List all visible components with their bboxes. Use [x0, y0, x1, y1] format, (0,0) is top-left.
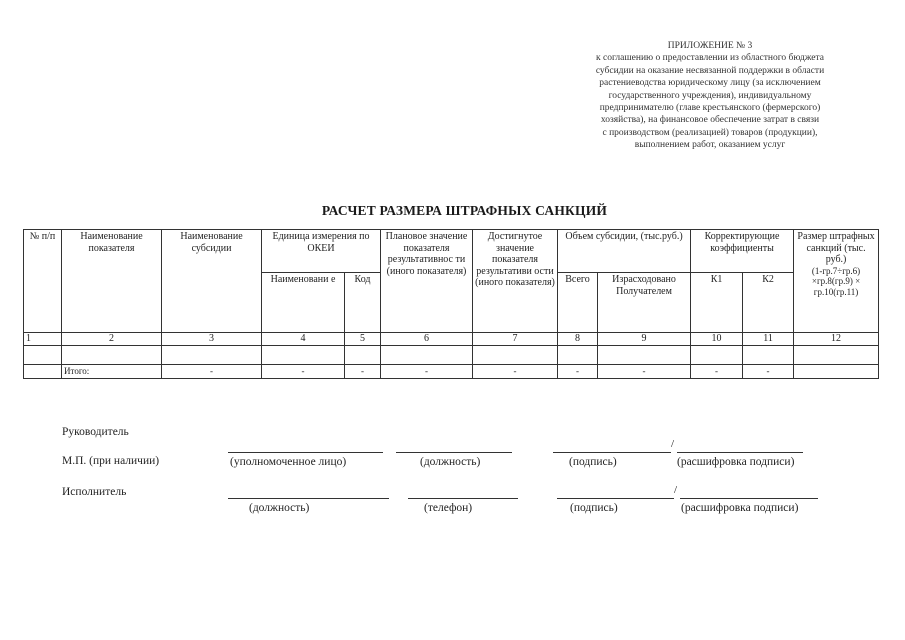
- header-unit-code: Код: [345, 273, 381, 333]
- table-cell: [381, 346, 473, 365]
- column-number: 7: [473, 333, 558, 346]
- header-penalty-formula: (1-гр.7÷гр.6) ×гр.8(гр.9) × гр.10(гр.11): [811, 265, 861, 297]
- appendix-line: растениеводства юридическому лицу (за исключением: [599, 78, 821, 89]
- header-planned: Плановое значение показателя результативнос ти (иного показателя): [381, 230, 473, 333]
- table-cell: [598, 346, 691, 365]
- stamp-label: М.П. (при наличии): [62, 455, 160, 467]
- column-number: 1: [24, 333, 62, 346]
- table-cell: [162, 346, 262, 365]
- column-number: 8: [558, 333, 598, 346]
- column-number: 2: [62, 333, 162, 346]
- total-cell: -: [262, 365, 345, 379]
- slash-separator: /: [674, 484, 678, 496]
- signature-line: [557, 498, 674, 499]
- column-number: 11: [743, 333, 794, 346]
- table-cell: [558, 346, 598, 365]
- header-k2: К2: [743, 273, 794, 333]
- header-k1: К1: [691, 273, 743, 333]
- executor-label: Исполнитель: [62, 486, 127, 498]
- header-unit-group: Единица измерения по ОКЕИ: [262, 230, 381, 273]
- header-volume-group: Объем субсидии, (тыс.руб.): [558, 230, 691, 273]
- column-number: 4: [262, 333, 345, 346]
- header-row-1: [24, 230, 879, 273]
- header-penalty-title: Размер штрафных санкций (тыс. руб.): [797, 231, 875, 265]
- caption-signature: (подпись): [570, 502, 618, 514]
- column-number: 9: [598, 333, 691, 346]
- header-subsidy-name: Наименование субсидии: [162, 230, 262, 333]
- header-num: № п/п: [24, 230, 62, 333]
- table-cell: [794, 346, 879, 365]
- caption-signature: (подпись): [569, 456, 617, 468]
- table-cell: [473, 346, 558, 365]
- appendix-line: хозяйства), на финансовое обеспечение затрат в связи: [600, 115, 820, 126]
- header-volume-spent: Израсходовано Получателем: [598, 273, 691, 333]
- appendix-line: государственного учреждения), индивидуальному: [608, 90, 812, 101]
- column-number-row: [24, 333, 879, 346]
- header-unit-name: Наименовани е: [262, 273, 345, 333]
- total-cell: -: [598, 365, 691, 379]
- table-cell: [24, 346, 62, 365]
- column-number: 3: [162, 333, 262, 346]
- signature-line: [408, 498, 518, 499]
- slash-separator: /: [671, 438, 675, 450]
- header-volume-total: Всего: [558, 273, 598, 333]
- total-cell: -: [162, 365, 262, 379]
- penalty-calculation-table: [23, 229, 879, 379]
- total-cell: -: [473, 365, 558, 379]
- table-cell: [262, 346, 345, 365]
- document-title-text: РАСЧЕТ РАЗМЕРА ШТРАФНЫХ САНКЦИЙ: [321, 203, 608, 218]
- total-row: [24, 365, 879, 379]
- total-cell: -: [691, 365, 743, 379]
- total-cell: -: [345, 365, 381, 379]
- data-row: [24, 346, 879, 365]
- signature-line: [396, 452, 512, 453]
- column-number: 12: [794, 333, 879, 346]
- signature-line: [677, 452, 803, 453]
- appendix-line: выполнением работ, оказанием услуг: [634, 140, 786, 151]
- header-coef-group: Корректирующие коэффициенты: [691, 230, 794, 273]
- table-cell: [345, 346, 381, 365]
- caption-position: (должность): [420, 456, 481, 468]
- signature-line: [553, 452, 671, 453]
- table-cell: [743, 346, 794, 365]
- appendix-line: субсидии на оказание несвязанной поддержки в области: [595, 65, 825, 76]
- column-number: 10: [691, 333, 743, 346]
- total-cell: -: [743, 365, 794, 379]
- signature-line: [228, 452, 383, 453]
- signature-line: [228, 498, 389, 499]
- caption-signature-decoding: (расшифровка подписи): [677, 456, 795, 468]
- head-label: Руководитель: [62, 426, 129, 438]
- appendix-line: ПРИЛОЖЕНИЕ № 3: [667, 41, 753, 51]
- header-achieved: Достигнутое значение показателя результативи ости (иного показателя): [473, 230, 558, 333]
- header-indicator-name: Наименование показателя: [62, 230, 162, 333]
- caption-position: (должность): [249, 502, 310, 514]
- column-number: 6: [381, 333, 473, 346]
- total-cell: [794, 365, 879, 379]
- document-title: [0, 203, 905, 219]
- appendix-line: к соглашению о предоставлении из областного бюджета: [596, 53, 824, 64]
- column-number: 5: [345, 333, 381, 346]
- appendix-line: предпринимателю (главе крестьянского (фермерского): [599, 103, 821, 114]
- total-label: Итого:: [62, 365, 162, 379]
- signature-line: [680, 498, 818, 499]
- header-penalty: [794, 230, 879, 333]
- table-cell: [62, 346, 162, 365]
- table-cell: [691, 346, 743, 365]
- table-cell: [24, 365, 62, 379]
- appendix-block: [555, 40, 865, 152]
- caption-authorized-person: (уполномоченное лицо): [230, 456, 347, 468]
- appendix-line: с производством (реализацией) товаров (продукции),: [602, 127, 818, 138]
- caption-signature-decoding: (расшифровка подписи): [681, 502, 799, 514]
- total-cell: -: [558, 365, 598, 379]
- caption-phone: (телефон): [424, 502, 473, 514]
- total-cell: -: [381, 365, 473, 379]
